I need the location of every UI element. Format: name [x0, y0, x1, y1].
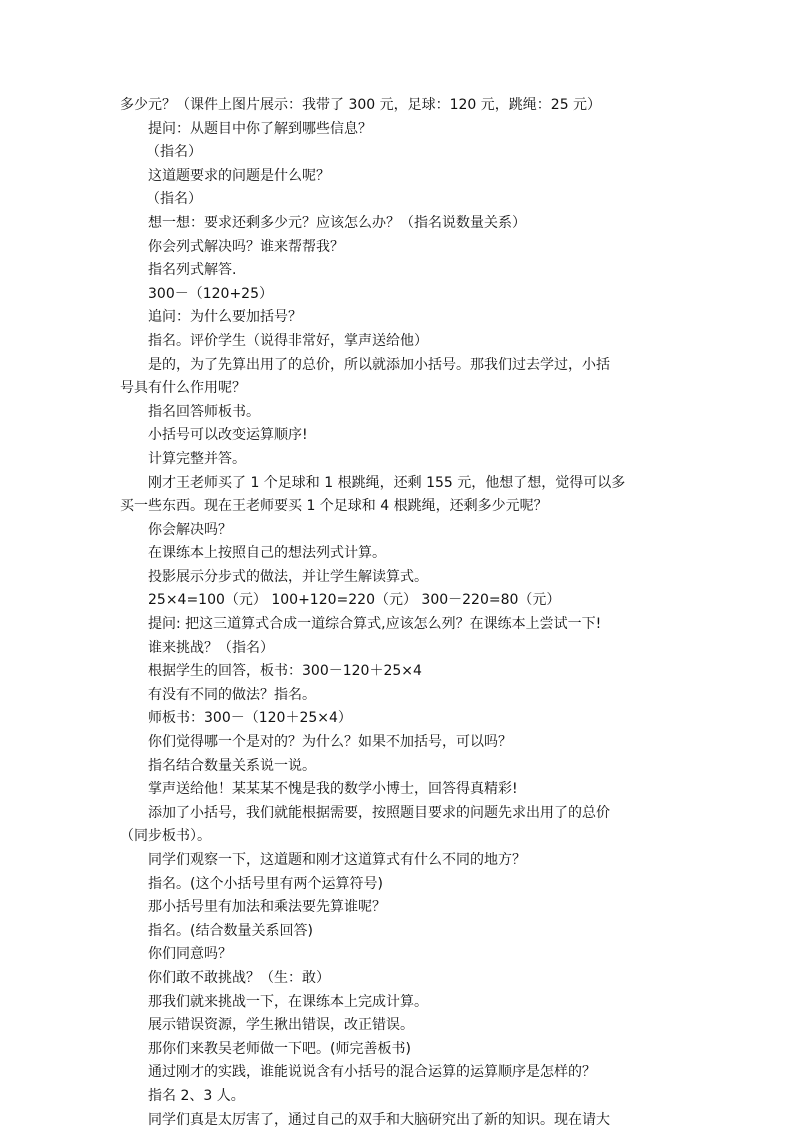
text-line: 同学们观察一下，这道题和刚才这道算式有什么不同的地方？ [148, 852, 526, 868]
text-line: 投影展示分步式的做法，并让学生解读算式。 [148, 568, 428, 585]
text-line: 谁来挑战？（指名） [148, 639, 274, 656]
text-line: 掌声送给他！某某某不愧是我的数学小博士，回答得真精彩! [148, 781, 518, 798]
text-line: 那你们来教吴老师做一下吧。(师完善板书) [148, 1040, 411, 1057]
text-line: 追问：为什么要加括号？ [148, 309, 302, 326]
text-line: 买一些东西。现在王老师要买 1 个足球和 4 根跳绳，还剩多少元呢？ [120, 498, 548, 515]
text-line: 根据学生的回答，板书：300－120＋25×4 [148, 663, 422, 680]
text-line: （指名） [146, 191, 202, 208]
text-line: 指名列式解答. [148, 262, 237, 279]
text-line: 你们同意吗？ [148, 946, 232, 963]
text-line: 添加了小括号，我们就能根据需要，按照题目要求的问题先求出用了的总价 [148, 804, 610, 821]
text-line: 指名。(这个小括号里有两个运算符号) [148, 875, 383, 892]
text-line: 指名。(结合数量关系回答) [148, 922, 313, 939]
text-line: （同步板书）。 [120, 828, 211, 845]
text-line: 想一想：要求还剩多少元？应该怎么办？（指名说数量关系） [148, 214, 526, 231]
text-line: 你会列式解决吗？谁来帮帮我？ [148, 238, 344, 255]
text-line: 师板书：300－（120＋25×4） [148, 710, 352, 727]
text-line: 刚才王老师买了 1 个足球和 1 根跳绳，还剩 155 元，他想了想，觉得可以多 [148, 474, 626, 491]
text-line: 是的，为了先算出用了的总价，所以就添加小括号。那我们过去学过，小括 [148, 356, 610, 373]
text-line: 计算完整并答。 [148, 450, 246, 467]
document-body [120, 94, 676, 1132]
text-line: 指名 2、3 人。 [148, 1087, 245, 1104]
text-line: 25×4=100（元） 100+120=220（元） 300－220=80（元） [148, 592, 561, 609]
text-line: 300－（120+25） [148, 285, 273, 302]
text-line: 这道题要求的问题是什么呢？ [148, 167, 330, 184]
text-line: （指名） [146, 144, 202, 161]
text-line: 通过刚才的实践，谁能说说含有小括号的混合运算的运算顺序是怎样的？ [148, 1064, 596, 1081]
text-line: 提问: 把这三道算式合成一道综合算式,应该怎么列？在课练本上尝试一下! [148, 616, 602, 633]
text-line: 提问：从题目中你了解到哪些信息？ [148, 120, 372, 137]
text-line: 指名回答师板书。 [148, 403, 260, 420]
text-line: 你会解决吗？ [148, 521, 232, 538]
text-line: 你们敢不敢挑战？（生：敢） [148, 969, 330, 986]
text-line: 那小括号里有加法和乘法要先算谁呢？ [148, 899, 386, 916]
text-line: 指名。评价学生（说得非常好，掌声送给他） [148, 332, 428, 349]
text-line: 同学们真是太厉害了，通过自己的双手和大脑研究出了新的知识。现在请大 [148, 1111, 610, 1128]
text-line: 指名结合数量关系说一说。 [148, 757, 316, 774]
text-line: 在课练本上按照自己的想法列式计算。 [148, 545, 386, 562]
text-line: 你们觉得哪一个是对的？为什么？如果不加括号，可以吗？ [148, 734, 512, 751]
text-line: 有没有不同的做法？指名。 [148, 686, 316, 703]
text-line: 展示错误资源，学生揪出错误，改正错误。 [148, 1017, 414, 1034]
text-line: 那我们就来挑战一下，在课练本上完成计算。 [148, 993, 428, 1010]
text-line: 多少元？（课件上图片展示：我带了 300 元，足球：120 元，跳绳：25 元） [120, 97, 602, 113]
text-line: 号具有什么作用呢？ [120, 380, 246, 397]
text-line: 小括号可以改变运算顺序! [148, 427, 308, 444]
